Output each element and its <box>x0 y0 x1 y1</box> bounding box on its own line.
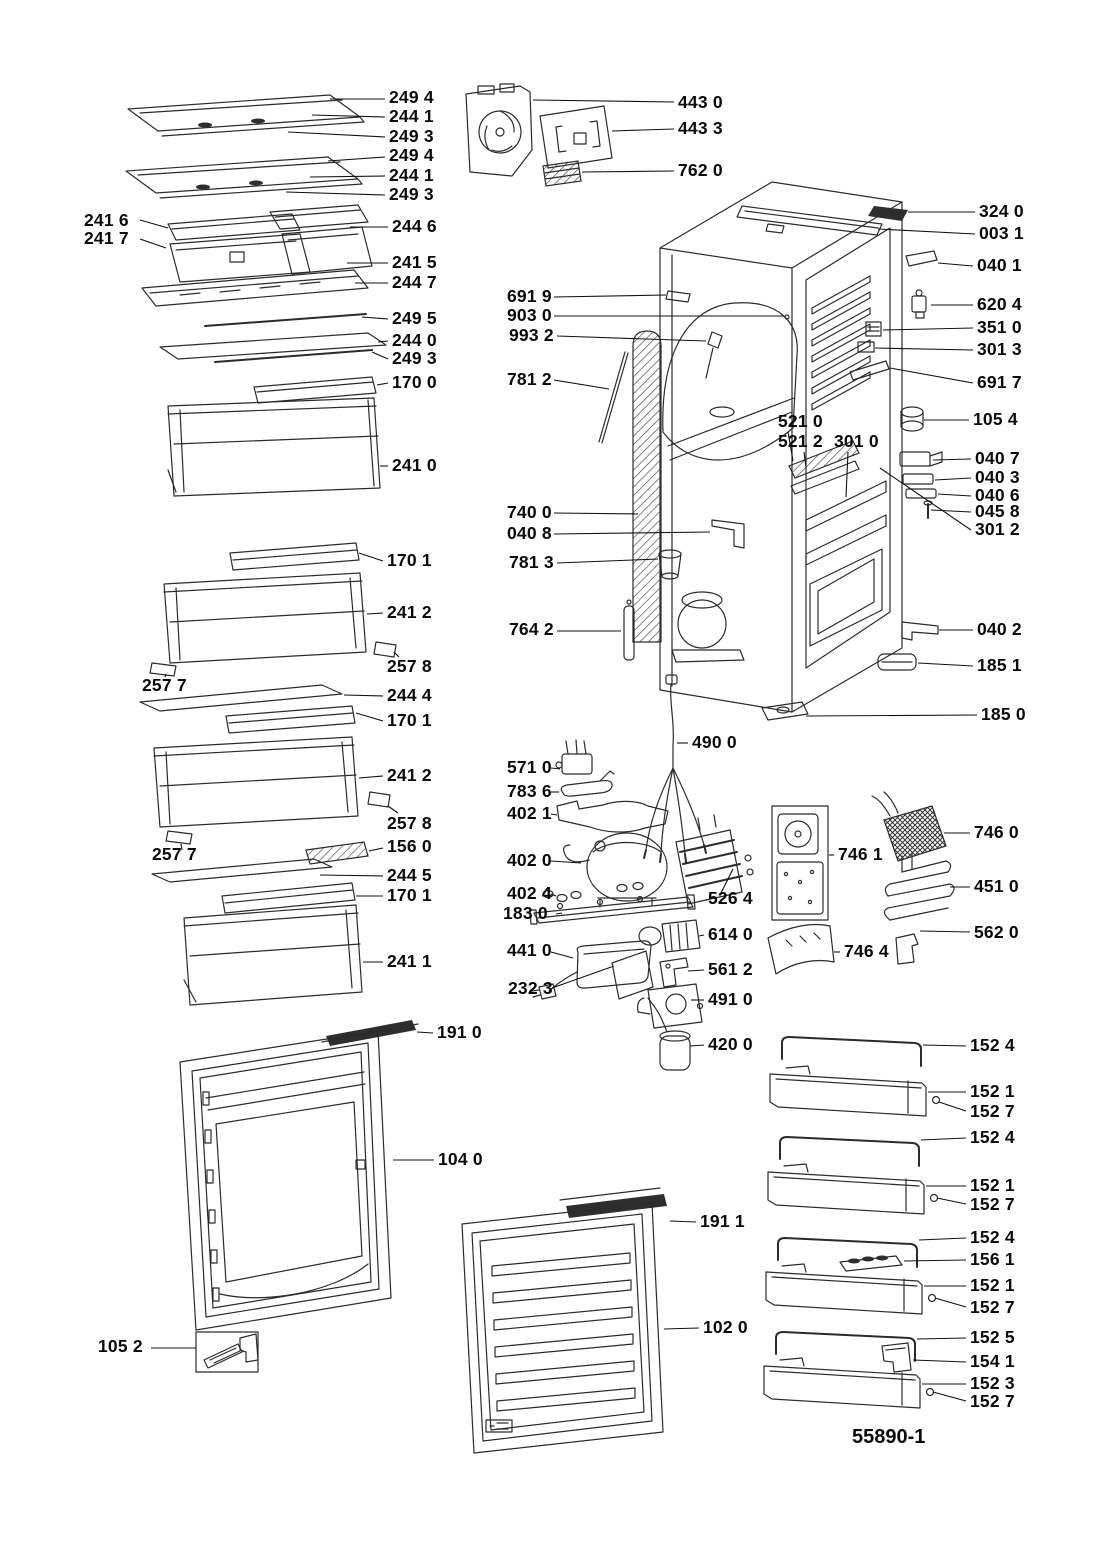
freezer-door-drawing <box>462 1188 667 1453</box>
part-label: 521 0 <box>778 411 823 431</box>
leader-line <box>918 663 973 666</box>
part-label: 351 0 <box>977 317 1022 337</box>
leader-line <box>931 510 971 512</box>
part-label: 154 1 <box>970 1351 1015 1371</box>
part-label: 152 1 <box>970 1275 1015 1295</box>
part-label: 746 4 <box>844 941 889 961</box>
part-label: 257 8 <box>387 656 432 676</box>
part-label: 244 6 <box>392 216 437 236</box>
part-label: 244 7 <box>392 272 437 292</box>
leader-line <box>917 1338 966 1339</box>
part-label: 241 2 <box>387 765 432 785</box>
leader-line <box>688 970 704 971</box>
part-label: 241 7 <box>84 228 129 248</box>
leader-line <box>938 494 971 496</box>
part-label: 244 1 <box>389 165 434 185</box>
part-label: 402 0 <box>507 850 552 870</box>
part-label: 562 0 <box>974 922 1019 942</box>
part-label: 526 4 <box>708 888 753 908</box>
part-label: 571 0 <box>507 757 552 777</box>
part-label: 152 1 <box>970 1175 1015 1195</box>
leader-line <box>556 913 562 914</box>
part-label: 781 3 <box>509 552 554 572</box>
leader-line <box>557 336 706 341</box>
part-label: 244 4 <box>387 685 432 705</box>
part-label: 152 4 <box>970 1127 1015 1147</box>
leader-line <box>933 1392 966 1401</box>
leader-line <box>140 220 168 228</box>
leader-line <box>356 713 383 721</box>
leader-line <box>372 352 388 359</box>
part-label: 257 7 <box>152 844 197 864</box>
part-label: 781 2 <box>507 369 552 389</box>
leader-line <box>310 176 385 177</box>
leader-line <box>699 935 704 936</box>
part-label: 040 6 <box>975 485 1020 505</box>
part-label: 301 3 <box>977 339 1022 359</box>
part-label: 451 0 <box>974 876 1019 896</box>
shelf-stack-drawing <box>126 95 364 198</box>
part-label: 105 2 <box>98 1336 143 1356</box>
egg-tray-drawing <box>840 1256 902 1272</box>
leader-line <box>286 192 385 195</box>
leader-line <box>554 295 666 297</box>
hinge-and-fittings-drawing <box>762 206 942 720</box>
leader-line <box>533 100 674 102</box>
part-label: 561 2 <box>708 959 753 979</box>
part-label: 152 7 <box>970 1101 1015 1121</box>
part-label: 105 4 <box>973 409 1018 429</box>
part-label: 241 2 <box>387 602 432 622</box>
leader-line <box>883 328 973 330</box>
leader-line <box>937 1198 966 1204</box>
part-label: 183 0 <box>503 903 548 923</box>
part-label: 241 6 <box>84 210 129 230</box>
leader-line <box>933 459 971 460</box>
leader-line <box>935 478 971 480</box>
part-label: 420 0 <box>708 1034 753 1054</box>
leader-line <box>552 966 614 988</box>
leader-line <box>670 1221 696 1222</box>
leader-line <box>551 952 573 958</box>
door-bin-group-drawing <box>764 1037 940 1408</box>
leader-line <box>344 695 383 696</box>
part-label: 521 2 <box>778 431 823 451</box>
grille-drawing <box>543 161 581 186</box>
part-label: 249 3 <box>392 348 437 368</box>
part-label: 191 1 <box>700 1211 745 1231</box>
part-label: 152 7 <box>970 1391 1015 1411</box>
part-label: 257 8 <box>387 813 432 833</box>
part-label: 249 3 <box>389 126 434 146</box>
part-label: 045 8 <box>975 501 1020 521</box>
door-badge <box>486 1420 512 1432</box>
leader-line <box>612 129 674 131</box>
part-label: 040 8 <box>507 523 552 543</box>
leader-line <box>377 383 388 385</box>
part-label: 241 1 <box>387 951 432 971</box>
part-label: 152 7 <box>970 1297 1015 1317</box>
part-label: 691 9 <box>507 286 552 306</box>
part-label: 170 1 <box>387 550 432 570</box>
part-label: 257 7 <box>142 675 187 695</box>
crisper-group-drawing <box>142 205 386 403</box>
part-label: 102 0 <box>703 1317 748 1337</box>
leader-line <box>362 317 388 319</box>
leader-line <box>328 157 385 161</box>
part-label: 191 0 <box>437 1022 482 1042</box>
part-label: 156 1 <box>970 1249 1015 1269</box>
part-label: 104 0 <box>438 1149 483 1169</box>
leader-line <box>417 1032 433 1033</box>
part-label: 249 4 <box>389 87 434 107</box>
part-label: 244 0 <box>392 330 437 350</box>
leader-line <box>140 239 166 248</box>
part-label: 443 3 <box>678 118 723 138</box>
leader-line <box>904 1260 966 1261</box>
leader-line <box>554 380 609 389</box>
fan-assembly-drawing <box>466 84 532 176</box>
air-panel-drawing <box>540 106 612 168</box>
part-label: 040 2 <box>977 619 1022 639</box>
evaporator-rod-drawing <box>599 352 628 443</box>
leader-line <box>690 1045 704 1046</box>
part-label: 740 0 <box>507 502 552 522</box>
part-label: 614 0 <box>708 924 753 944</box>
part-label: 402 1 <box>507 803 552 823</box>
leader-line <box>919 1238 966 1240</box>
door-hinge-drawing <box>196 1332 258 1372</box>
part-label: 441 0 <box>507 940 552 960</box>
part-label: 993 2 <box>509 325 554 345</box>
leader-line <box>388 806 398 813</box>
part-label: 040 7 <box>975 448 1020 468</box>
leader-line <box>664 1328 699 1329</box>
leader-line <box>320 875 383 876</box>
leader-line <box>938 263 973 266</box>
fridge-door-drawing <box>180 1020 418 1330</box>
part-label: 244 5 <box>387 865 432 885</box>
part-label: 301 2 <box>975 519 1020 539</box>
part-label: 746 1 <box>838 844 883 864</box>
part-label: 040 3 <box>975 467 1020 487</box>
leader-line <box>369 848 383 851</box>
part-label: 249 4 <box>389 145 434 165</box>
leader-line <box>367 613 383 614</box>
part-label: 241 0 <box>392 455 437 475</box>
part-label: 232 3 <box>508 978 553 998</box>
part-label: 903 0 <box>507 305 552 325</box>
part-label: 152 3 <box>970 1373 1015 1393</box>
leader-line <box>923 1045 966 1046</box>
leader-line <box>312 115 385 117</box>
diagram-number: 55890-1 <box>852 1426 926 1448</box>
part-label: 746 0 <box>974 822 1019 842</box>
part-label: 691 7 <box>977 372 1022 392</box>
leader-line <box>359 776 383 778</box>
part-label: 244 1 <box>389 106 434 126</box>
leader-line <box>920 931 970 932</box>
part-label: 185 0 <box>981 704 1026 724</box>
leader-line <box>878 229 975 234</box>
leader-line <box>554 532 710 534</box>
leader-line <box>582 171 674 172</box>
part-label: 170 0 <box>392 372 437 392</box>
part-label: 241 5 <box>392 252 437 272</box>
part-label: 152 1 <box>970 1081 1015 1101</box>
gasket-strip-drawing <box>633 331 661 642</box>
part-label: 324 0 <box>979 201 1024 221</box>
part-label: 152 4 <box>970 1227 1015 1247</box>
part-label: 783 6 <box>507 781 552 801</box>
part-label: 249 5 <box>392 308 437 328</box>
leader-line <box>288 132 385 137</box>
part-label: 764 2 <box>509 619 554 639</box>
leader-line <box>913 1360 966 1362</box>
leader-line <box>554 513 638 514</box>
part-label: 620 4 <box>977 294 1022 314</box>
part-label: 156 0 <box>387 836 432 856</box>
part-label: 490 0 <box>692 732 737 752</box>
part-label: 152 5 <box>970 1327 1015 1347</box>
part-label: 152 7 <box>970 1194 1015 1214</box>
part-label: 152 4 <box>970 1035 1015 1055</box>
part-label: 491 0 <box>708 989 753 1009</box>
part-label: 003 1 <box>979 223 1024 243</box>
part-label: 402 4 <box>507 883 552 903</box>
drawer-group-drawing <box>140 543 396 1005</box>
part-label: 040 1 <box>977 255 1022 275</box>
leader-line <box>806 715 977 716</box>
small-flap-drawing <box>882 1343 911 1372</box>
part-label: 170 1 <box>387 710 432 730</box>
freezer-drawer-top-drawing <box>168 398 380 496</box>
part-label: 301 0 <box>834 431 879 451</box>
leader-line <box>935 1298 966 1307</box>
leader-line <box>939 1102 966 1111</box>
part-label: 249 3 <box>389 184 434 204</box>
part-label: 170 1 <box>387 885 432 905</box>
part-label: 185 1 <box>977 655 1022 675</box>
leader-line <box>921 1138 966 1140</box>
leader-line <box>880 468 971 530</box>
leader-line <box>359 553 383 561</box>
part-label: 443 0 <box>678 92 723 112</box>
part-label: 762 0 <box>678 160 723 180</box>
